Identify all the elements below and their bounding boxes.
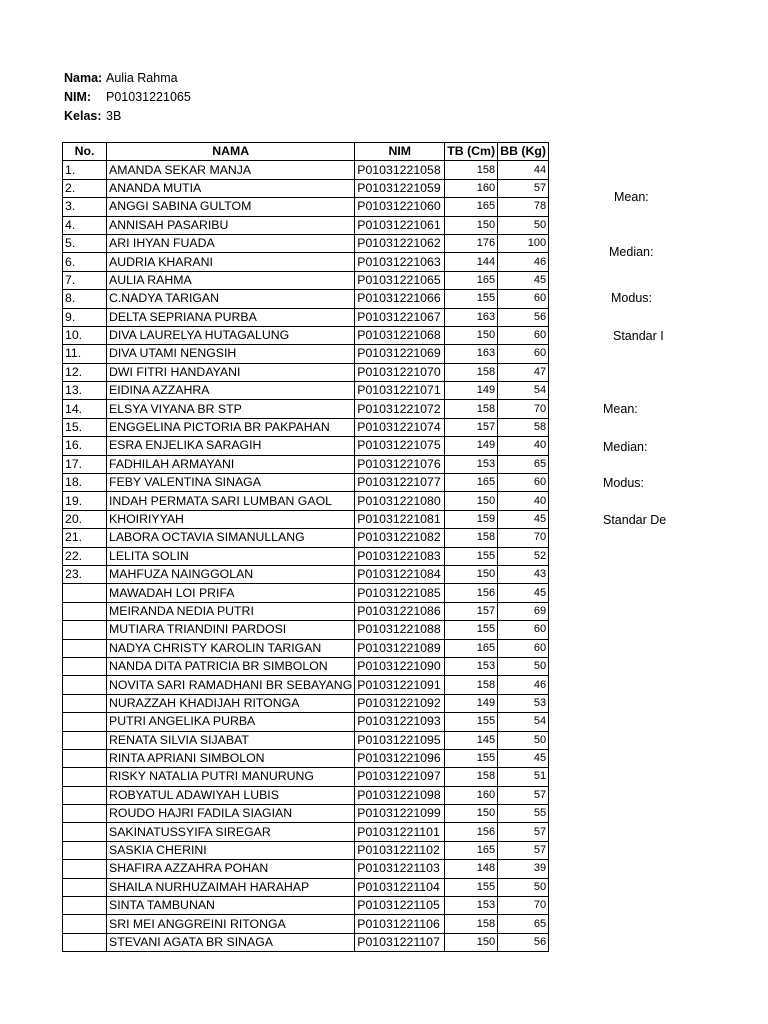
row-tb: 150 bbox=[445, 805, 498, 823]
row-nama: SASKIA CHERINI bbox=[107, 841, 355, 859]
row-bb: 46 bbox=[498, 676, 549, 694]
row-bb: 52 bbox=[498, 547, 549, 565]
row-bb: 43 bbox=[498, 565, 549, 583]
row-no bbox=[63, 584, 107, 602]
row-nim: P01031221106 bbox=[355, 915, 445, 933]
row-no bbox=[63, 786, 107, 804]
row-no: 4. bbox=[63, 216, 107, 234]
nama-value: Aulia Rahma bbox=[106, 71, 178, 85]
table-row bbox=[63, 198, 549, 216]
row-nim: P01031221063 bbox=[355, 253, 445, 271]
table-row bbox=[63, 639, 549, 657]
table-row bbox=[63, 253, 549, 271]
row-tb: 150 bbox=[445, 216, 498, 234]
table-body bbox=[63, 161, 549, 952]
table-row bbox=[63, 749, 549, 767]
row-bb: 50 bbox=[498, 657, 549, 675]
row-nama: RINTA APRIANI SIMBOLON bbox=[107, 749, 355, 767]
row-no: 5. bbox=[63, 234, 107, 252]
row-no: 19. bbox=[63, 492, 107, 510]
kelas-value: 3B bbox=[106, 109, 122, 123]
row-nim: P01031221085 bbox=[355, 584, 445, 602]
row-nama: AULIA RAHMA bbox=[107, 271, 355, 289]
row-tb: 157 bbox=[445, 602, 498, 620]
row-tb: 144 bbox=[445, 253, 498, 271]
row-no: 17. bbox=[63, 455, 107, 473]
row-no bbox=[63, 860, 107, 878]
table-row bbox=[63, 860, 549, 878]
table-row bbox=[63, 510, 549, 528]
row-nama: INDAH PERMATA SARI LUMBAN GAOL bbox=[107, 492, 355, 510]
row-bb: 46 bbox=[498, 253, 549, 271]
row-tb: 155 bbox=[445, 290, 498, 308]
row-nama: LELITA SOLIN bbox=[107, 547, 355, 565]
table-row bbox=[63, 400, 549, 418]
row-nim: P01031221096 bbox=[355, 749, 445, 767]
row-nama: ESRA ENJELIKA SARAGIH bbox=[107, 437, 355, 455]
row-nama: EIDINA AZZAHRA bbox=[107, 382, 355, 400]
header-bb: BB (Kg) bbox=[498, 143, 549, 161]
row-bb: 70 bbox=[498, 400, 549, 418]
row-bb: 54 bbox=[498, 713, 549, 731]
row-nim: P01031221070 bbox=[355, 363, 445, 381]
table-row bbox=[63, 933, 549, 951]
table-row bbox=[63, 768, 549, 786]
row-no: 23. bbox=[63, 565, 107, 583]
table-row bbox=[63, 308, 549, 326]
row-nim: P01031221059 bbox=[355, 179, 445, 197]
table-row bbox=[63, 584, 549, 602]
row-tb: 150 bbox=[445, 492, 498, 510]
bb-std-label: Standar De bbox=[603, 513, 667, 527]
bb-mean-label: Mean: bbox=[603, 402, 638, 416]
row-nama: ROBYATUL ADAWIYAH LUBIS bbox=[107, 786, 355, 804]
row-no: 12. bbox=[63, 363, 107, 381]
row-nim: P01031221077 bbox=[355, 474, 445, 492]
row-no bbox=[63, 897, 107, 915]
row-bb: 50 bbox=[498, 731, 549, 749]
table-row bbox=[63, 694, 549, 712]
row-nim: P01031221075 bbox=[355, 437, 445, 455]
table-row bbox=[63, 437, 549, 455]
table-row bbox=[63, 271, 549, 289]
row-nim: P01031221081 bbox=[355, 510, 445, 528]
row-no bbox=[63, 915, 107, 933]
row-tb: 148 bbox=[445, 860, 498, 878]
row-no bbox=[63, 713, 107, 731]
tb-median-label: Median: bbox=[609, 245, 654, 259]
row-nim: P01031221092 bbox=[355, 694, 445, 712]
row-bb: 60 bbox=[498, 639, 549, 657]
row-bb: 60 bbox=[498, 290, 549, 308]
row-bb: 50 bbox=[498, 216, 549, 234]
row-nim: P01031221083 bbox=[355, 547, 445, 565]
row-bb: 51 bbox=[498, 768, 549, 786]
row-nim: P01031221072 bbox=[355, 400, 445, 418]
row-tb: 158 bbox=[445, 768, 498, 786]
row-nim: P01031221068 bbox=[355, 326, 445, 344]
row-tb: 150 bbox=[445, 565, 498, 583]
row-tb: 165 bbox=[445, 271, 498, 289]
row-tb: 165 bbox=[445, 198, 498, 216]
row-nim: P01031221089 bbox=[355, 639, 445, 657]
nim-value: P01031221065 bbox=[106, 90, 191, 104]
row-nim: P01031221084 bbox=[355, 565, 445, 583]
row-nim: P01031221065 bbox=[355, 271, 445, 289]
row-no bbox=[63, 841, 107, 859]
header-tb: TB (Cm) bbox=[445, 143, 498, 161]
row-tb: 165 bbox=[445, 841, 498, 859]
row-nama: C.NADYA TARIGAN bbox=[107, 290, 355, 308]
row-nama: MAHFUZA NAINGGOLAN bbox=[107, 565, 355, 583]
row-nama: DIVA LAURELYA HUTAGALUNG bbox=[107, 326, 355, 344]
nim-label: NIM: bbox=[64, 90, 92, 104]
table-row bbox=[63, 345, 549, 363]
table-row bbox=[63, 786, 549, 804]
row-no bbox=[63, 621, 107, 639]
row-nim: P01031221067 bbox=[355, 308, 445, 326]
kelas-label: Kelas: bbox=[64, 109, 102, 123]
row-bb: 57 bbox=[498, 823, 549, 841]
row-no: 2. bbox=[63, 179, 107, 197]
row-nama: MUTIARA TRIANDINI PARDOSI bbox=[107, 621, 355, 639]
row-nama: RISKY NATALIA PUTRI MANURUNG bbox=[107, 768, 355, 786]
row-nim: P01031221103 bbox=[355, 860, 445, 878]
nama-label: Nama: bbox=[64, 71, 103, 85]
row-tb: 155 bbox=[445, 713, 498, 731]
table-row bbox=[63, 805, 549, 823]
row-bb: 50 bbox=[498, 878, 549, 896]
row-bb: 39 bbox=[498, 860, 549, 878]
row-nim: P01031221095 bbox=[355, 731, 445, 749]
row-nama: SINTA TAMBUNAN bbox=[107, 897, 355, 915]
row-nama: MAWADAH LOI PRIFA bbox=[107, 584, 355, 602]
row-tb: 155 bbox=[445, 547, 498, 565]
info-kelas-row bbox=[64, 107, 191, 126]
table-row bbox=[63, 657, 549, 675]
row-tb: 158 bbox=[445, 400, 498, 418]
row-bb: 65 bbox=[498, 455, 549, 473]
row-bb: 70 bbox=[498, 897, 549, 915]
row-nim: P01031221093 bbox=[355, 713, 445, 731]
row-tb: 158 bbox=[445, 529, 498, 547]
row-nama: MEIRANDA NEDIA PUTRI bbox=[107, 602, 355, 620]
table-row bbox=[63, 234, 549, 252]
row-nim: P01031221066 bbox=[355, 290, 445, 308]
row-no: 22. bbox=[63, 547, 107, 565]
tb-mean-label: Mean: bbox=[614, 190, 649, 204]
row-nim: P01031221107 bbox=[355, 933, 445, 951]
row-bb: 78 bbox=[498, 198, 549, 216]
row-tb: 155 bbox=[445, 878, 498, 896]
row-bb: 53 bbox=[498, 694, 549, 712]
row-nim: P01031221076 bbox=[355, 455, 445, 473]
row-nama: NANDA DITA PATRICIA BR SIMBOLON bbox=[107, 657, 355, 675]
table-header-row bbox=[63, 143, 549, 161]
row-no bbox=[63, 639, 107, 657]
row-no bbox=[63, 823, 107, 841]
header-nama: NAMA bbox=[107, 143, 355, 161]
table-row bbox=[63, 492, 549, 510]
row-nim: P01031221082 bbox=[355, 529, 445, 547]
row-tb: 149 bbox=[445, 694, 498, 712]
header-nim: NIM bbox=[355, 143, 445, 161]
row-no: 21. bbox=[63, 529, 107, 547]
row-bb: 45 bbox=[498, 271, 549, 289]
row-nim: P01031221091 bbox=[355, 676, 445, 694]
row-tb: 163 bbox=[445, 308, 498, 326]
row-nama: ELSYA VIYANA BR STP bbox=[107, 400, 355, 418]
row-tb: 176 bbox=[445, 234, 498, 252]
row-nama: ARI IHYAN FUADA bbox=[107, 234, 355, 252]
row-tb: 158 bbox=[445, 363, 498, 381]
bb-median-label: Median: bbox=[603, 440, 648, 454]
row-nama: SAKINATUSSYIFA SIREGAR bbox=[107, 823, 355, 841]
table-row bbox=[63, 161, 549, 179]
header-no: No. bbox=[63, 143, 107, 161]
row-nim: P01031221080 bbox=[355, 492, 445, 510]
table-row bbox=[63, 363, 549, 381]
tb-modus-label: Modus: bbox=[611, 291, 652, 305]
row-no: 7. bbox=[63, 271, 107, 289]
row-bb: 57 bbox=[498, 841, 549, 859]
row-nama: AUDRIA KHARANI bbox=[107, 253, 355, 271]
row-bb: 44 bbox=[498, 161, 549, 179]
row-bb: 60 bbox=[498, 345, 549, 363]
row-tb: 159 bbox=[445, 510, 498, 528]
row-no bbox=[63, 933, 107, 951]
table-row bbox=[63, 565, 549, 583]
row-bb: 45 bbox=[498, 510, 549, 528]
table-row bbox=[63, 823, 549, 841]
table-row bbox=[63, 418, 549, 436]
info-nama-row bbox=[64, 69, 191, 88]
row-nim: P01031221058 bbox=[355, 161, 445, 179]
row-bb: 65 bbox=[498, 915, 549, 933]
row-nama: RENATA SILVIA SIJABAT bbox=[107, 731, 355, 749]
row-bb: 70 bbox=[498, 529, 549, 547]
row-tb: 149 bbox=[445, 437, 498, 455]
table-row bbox=[63, 290, 549, 308]
row-nama: FEBY VALENTINA SINAGA bbox=[107, 474, 355, 492]
row-no bbox=[63, 602, 107, 620]
table-row bbox=[63, 326, 549, 344]
row-tb: 156 bbox=[445, 584, 498, 602]
row-nama: NADYA CHRISTY KAROLIN TARIGAN bbox=[107, 639, 355, 657]
row-nim: P01031221105 bbox=[355, 897, 445, 915]
row-nama: PUTRI ANGELIKA PURBA bbox=[107, 713, 355, 731]
row-nama: STEVANI AGATA BR SINAGA bbox=[107, 933, 355, 951]
table-row bbox=[63, 474, 549, 492]
row-bb: 47 bbox=[498, 363, 549, 381]
row-nama: ANANDA MUTIA bbox=[107, 179, 355, 197]
row-no: 11. bbox=[63, 345, 107, 363]
table-row bbox=[63, 602, 549, 620]
row-bb: 40 bbox=[498, 437, 549, 455]
row-nim: P01031221061 bbox=[355, 216, 445, 234]
row-no bbox=[63, 749, 107, 767]
row-tb: 158 bbox=[445, 676, 498, 694]
row-tb: 153 bbox=[445, 897, 498, 915]
row-nama: ANGGI SABINA GULTOM bbox=[107, 198, 355, 216]
row-tb: 158 bbox=[445, 161, 498, 179]
row-bb: 56 bbox=[498, 308, 549, 326]
table-row bbox=[63, 216, 549, 234]
row-nim: P01031221060 bbox=[355, 198, 445, 216]
row-bb: 56 bbox=[498, 933, 549, 951]
row-tb: 165 bbox=[445, 639, 498, 657]
row-no: 6. bbox=[63, 253, 107, 271]
info-nim-row bbox=[64, 88, 191, 107]
row-nama: SHAFIRA AZZAHRA POHAN bbox=[107, 860, 355, 878]
row-nim: P01031221062 bbox=[355, 234, 445, 252]
table-row bbox=[63, 382, 549, 400]
row-tb: 158 bbox=[445, 915, 498, 933]
row-no: 18. bbox=[63, 474, 107, 492]
row-tb: 155 bbox=[445, 749, 498, 767]
row-nama: NOVITA SARI RAMADHANI BR SEBAYANG bbox=[107, 676, 355, 694]
row-nim: P01031221074 bbox=[355, 418, 445, 436]
row-nim: P01031221086 bbox=[355, 602, 445, 620]
row-nama: DWI FITRI HANDAYANI bbox=[107, 363, 355, 381]
row-tb: 163 bbox=[445, 345, 498, 363]
row-bb: 45 bbox=[498, 584, 549, 602]
row-nim: P01031221099 bbox=[355, 805, 445, 823]
row-bb: 45 bbox=[498, 749, 549, 767]
row-no: 1. bbox=[63, 161, 107, 179]
row-nama: DIVA UTAMI NENGSIH bbox=[107, 345, 355, 363]
row-no bbox=[63, 676, 107, 694]
row-no: 16. bbox=[63, 437, 107, 455]
row-tb: 153 bbox=[445, 455, 498, 473]
row-tb: 150 bbox=[445, 933, 498, 951]
row-nim: P01031221088 bbox=[355, 621, 445, 639]
row-tb: 153 bbox=[445, 657, 498, 675]
row-tb: 156 bbox=[445, 823, 498, 841]
row-nim: P01031221102 bbox=[355, 841, 445, 859]
table-row bbox=[63, 179, 549, 197]
row-nim: P01031221097 bbox=[355, 768, 445, 786]
table-row bbox=[63, 455, 549, 473]
row-tb: 150 bbox=[445, 326, 498, 344]
row-no: 15. bbox=[63, 418, 107, 436]
row-no: 10. bbox=[63, 326, 107, 344]
bb-modus-label: Modus: bbox=[603, 476, 644, 490]
row-bb: 58 bbox=[498, 418, 549, 436]
student-data-table bbox=[62, 142, 549, 952]
row-nim: P01031221069 bbox=[355, 345, 445, 363]
row-nama: FADHILAH ARMAYANI bbox=[107, 455, 355, 473]
row-nama: ROUDO HAJRI FADILA SIAGIAN bbox=[107, 805, 355, 823]
table-row bbox=[63, 897, 549, 915]
row-nama: NURAZZAH KHADIJAH RITONGA bbox=[107, 694, 355, 712]
row-tb: 165 bbox=[445, 474, 498, 492]
table-row bbox=[63, 621, 549, 639]
row-no: 20. bbox=[63, 510, 107, 528]
row-no: 3. bbox=[63, 198, 107, 216]
table-row bbox=[63, 731, 549, 749]
row-nim: P01031221104 bbox=[355, 878, 445, 896]
table-row bbox=[63, 878, 549, 896]
student-info bbox=[64, 69, 191, 126]
row-no bbox=[63, 657, 107, 675]
row-tb: 160 bbox=[445, 179, 498, 197]
row-tb: 145 bbox=[445, 731, 498, 749]
row-nim: P01031221071 bbox=[355, 382, 445, 400]
row-bb: 55 bbox=[498, 805, 549, 823]
row-bb: 60 bbox=[498, 621, 549, 639]
row-bb: 100 bbox=[498, 234, 549, 252]
row-nim: P01031221090 bbox=[355, 657, 445, 675]
row-no: 9. bbox=[63, 308, 107, 326]
row-nama: KHOIRIYYAH bbox=[107, 510, 355, 528]
row-tb: 149 bbox=[445, 382, 498, 400]
row-tb: 160 bbox=[445, 786, 498, 804]
row-bb: 69 bbox=[498, 602, 549, 620]
row-nim: P01031221098 bbox=[355, 786, 445, 804]
table-row bbox=[63, 841, 549, 859]
row-bb: 54 bbox=[498, 382, 549, 400]
row-bb: 57 bbox=[498, 179, 549, 197]
row-nama: SHAILA NURHUZAIMAH HARAHAP bbox=[107, 878, 355, 896]
table-row bbox=[63, 915, 549, 933]
row-nama: ANNISAH PASARIBU bbox=[107, 216, 355, 234]
row-bb: 60 bbox=[498, 326, 549, 344]
table-row bbox=[63, 547, 549, 565]
row-bb: 57 bbox=[498, 786, 549, 804]
row-nama: AMANDA SEKAR MANJA bbox=[107, 161, 355, 179]
row-no bbox=[63, 878, 107, 896]
row-no bbox=[63, 805, 107, 823]
row-no: 13. bbox=[63, 382, 107, 400]
row-tb: 155 bbox=[445, 621, 498, 639]
row-nama: DELTA SEPRIANA PURBA bbox=[107, 308, 355, 326]
tb-std-label: Standar I bbox=[613, 329, 664, 343]
row-nama: SRI MEI ANGGREINI RITONGA bbox=[107, 915, 355, 933]
row-bb: 60 bbox=[498, 474, 549, 492]
table-row bbox=[63, 676, 549, 694]
row-no bbox=[63, 768, 107, 786]
row-no: 14. bbox=[63, 400, 107, 418]
row-nim: P01031221101 bbox=[355, 823, 445, 841]
row-nama: ENGGELINA PICTORIA BR PAKPAHAN bbox=[107, 418, 355, 436]
row-no bbox=[63, 694, 107, 712]
table-row bbox=[63, 529, 549, 547]
row-tb: 157 bbox=[445, 418, 498, 436]
table-row bbox=[63, 713, 549, 731]
row-no bbox=[63, 731, 107, 749]
row-nama: LABORA OCTAVIA SIMANULLANG bbox=[107, 529, 355, 547]
row-bb: 40 bbox=[498, 492, 549, 510]
row-no: 8. bbox=[63, 290, 107, 308]
